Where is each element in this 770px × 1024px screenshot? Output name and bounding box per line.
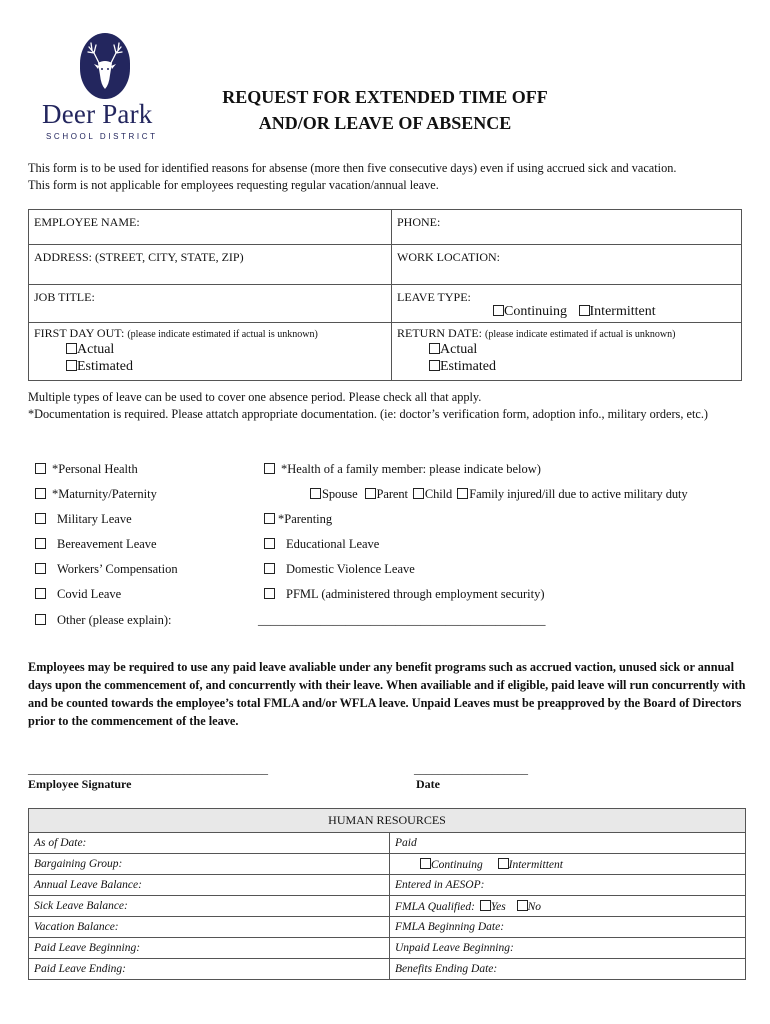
hr-vacation-balance: Vacation Balance: bbox=[29, 917, 390, 938]
title-line-1: REQUEST FOR EXTENDED TIME OFF bbox=[222, 87, 548, 107]
spouse-label: Spouse bbox=[322, 487, 358, 501]
parent-label: Parent bbox=[376, 487, 408, 501]
hr-bargaining-group: Bargaining Group: bbox=[29, 854, 390, 875]
intro-line-2: This form is not applicable for employees requesting regular vacation/annual leave. bbox=[28, 178, 439, 192]
signature-line[interactable]: ________________________________________ bbox=[28, 762, 268, 776]
instructions-line-1: Multiple types of leave can be used to cover one absence period. Please check all that apply. bbox=[28, 390, 482, 404]
form-title bbox=[190, 84, 580, 136]
hr-sick-leave-balance: Sick Leave Balance: bbox=[29, 896, 390, 917]
phone-field[interactable] bbox=[392, 210, 742, 245]
date-line[interactable]: ___________________ bbox=[414, 762, 528, 776]
title-line-2: AND/OR LEAVE OF ABSENCE bbox=[258, 113, 512, 133]
logo-subtitle: SCHOOL DISTRICT bbox=[46, 132, 158, 141]
child-checkbox[interactable] bbox=[413, 488, 424, 499]
hr-intermittent-label: Intermittent bbox=[508, 858, 563, 871]
domestic-violence-option[interactable] bbox=[264, 562, 415, 577]
address-label: ADDRESS: (STREET, CITY, STATE, ZIP) bbox=[34, 250, 244, 264]
spouse-checkbox[interactable] bbox=[310, 488, 321, 499]
educational-option[interactable] bbox=[264, 537, 379, 552]
personal-health-option[interactable] bbox=[35, 462, 138, 477]
family-military-checkbox[interactable] bbox=[457, 488, 468, 499]
hr-fmla-yes-checkbox[interactable] bbox=[480, 900, 491, 911]
family-health-checkbox[interactable] bbox=[264, 463, 275, 474]
human-resources-table bbox=[28, 808, 746, 980]
employee-name-field[interactable] bbox=[29, 210, 392, 245]
educational-checkbox[interactable] bbox=[264, 538, 275, 549]
return-actual-label: Actual bbox=[440, 342, 478, 357]
hr-intermittent-checkbox[interactable] bbox=[498, 858, 509, 869]
maternity-option[interactable] bbox=[35, 487, 157, 502]
hr-header: HUMAN RESOURCES bbox=[29, 809, 746, 833]
hr-unpaid-leave-beginning: Unpaid Leave Beginning: bbox=[390, 938, 746, 959]
hr-continuing-checkbox[interactable] bbox=[420, 858, 431, 869]
other-option[interactable] bbox=[35, 613, 172, 628]
return-date-label: RETURN DATE: bbox=[397, 326, 482, 340]
military-checkbox[interactable] bbox=[35, 513, 46, 524]
child-label: Child bbox=[424, 487, 453, 501]
bereavement-checkbox[interactable] bbox=[35, 538, 46, 549]
paid-leave-notice: Employees may be required to use any paid leave avaliable under any benefit programs such as accrued vaction, unused sick or annual days upon the commencement of, and concurrently with their leave. When availiable and if eligible, paid leave will run concurrently with and be counted towards the employee’s total FMLA and/or WFLA leave. Unpaid Leaves must be preapproved by the Board of Directors prior to the commencement of the leave. bbox=[28, 660, 746, 728]
leave-type-continuing-label: Continuing bbox=[504, 304, 568, 319]
family-member-options bbox=[310, 487, 688, 502]
first-day-note: (please indicate estimated if actual is unknown) bbox=[127, 329, 318, 340]
hr-entered-aesop: Entered in AESOP: bbox=[390, 875, 746, 896]
parenting-checkbox[interactable] bbox=[264, 513, 275, 524]
bereavement-option[interactable] bbox=[35, 537, 157, 552]
deer-head-icon bbox=[80, 33, 130, 99]
first-day-out-field bbox=[29, 323, 392, 381]
other-explain-line[interactable]: ______________________________________________ bbox=[258, 613, 546, 627]
other-checkbox[interactable] bbox=[35, 614, 46, 625]
job-title-label: JOB TITLE: bbox=[34, 290, 95, 304]
first-day-estimated-label: Estimated bbox=[77, 359, 133, 374]
employee-name-label: EMPLOYEE NAME: bbox=[34, 215, 140, 229]
hr-paid-leave-beginning: Paid Leave Beginning: bbox=[29, 938, 390, 959]
other-label: Other (please explain): bbox=[57, 613, 172, 627]
date-label: Date bbox=[416, 777, 440, 791]
return-date-field bbox=[392, 323, 742, 381]
personal-health-label: *Personal Health bbox=[52, 462, 138, 476]
parenting-label: *Parenting bbox=[278, 512, 333, 526]
employee-info-table bbox=[28, 209, 742, 381]
intro-line-1: This form is to be used for identified reasons for absense (more then five consecutive days) even if using accrued sick and vacation. bbox=[28, 161, 677, 175]
first-day-actual-checkbox[interactable] bbox=[66, 343, 77, 354]
bereavement-label: Bereavement Leave bbox=[57, 537, 157, 551]
deer-logo-emblem bbox=[80, 33, 130, 99]
hr-fmla-yes-label: Yes bbox=[490, 900, 506, 913]
pfml-label: PFML (administered through employment security) bbox=[286, 587, 545, 601]
leave-type-label: LEAVE TYPE: bbox=[397, 290, 471, 304]
leave-type-continuing-checkbox[interactable] bbox=[493, 305, 504, 316]
workers-comp-option[interactable] bbox=[35, 562, 178, 577]
intro-text bbox=[28, 160, 676, 194]
hr-annual-leave-balance: Annual Leave Balance: bbox=[29, 875, 390, 896]
hr-fmla-no-label: No bbox=[527, 900, 542, 913]
first-day-estimated-checkbox[interactable] bbox=[66, 360, 77, 371]
workers-comp-label: Workers’ Compensation bbox=[57, 562, 178, 576]
return-date-note: (please indicate estimated if actual is unknown) bbox=[485, 329, 676, 340]
logo-name: Deer Park bbox=[42, 99, 153, 129]
pfml-checkbox[interactable] bbox=[264, 588, 275, 599]
hr-fmla-no-checkbox[interactable] bbox=[517, 900, 528, 911]
hr-paid-leave-ending: Paid Leave Ending: bbox=[29, 959, 390, 980]
first-day-actual-label: Actual bbox=[77, 342, 115, 357]
leave-type-intermittent-label: Intermittent bbox=[589, 304, 656, 319]
domestic-violence-label: Domestic Violence Leave bbox=[286, 562, 415, 576]
phone-label: PHONE: bbox=[397, 215, 441, 229]
hr-benefits-ending-date: Benefits Ending Date: bbox=[390, 959, 746, 980]
address-field[interactable] bbox=[29, 245, 392, 285]
employee-signature-label: Employee Signature bbox=[28, 777, 132, 791]
return-estimated-checkbox[interactable] bbox=[429, 360, 440, 371]
family-health-label: *Health of a family member: please indicate below) bbox=[281, 462, 541, 476]
covid-option[interactable] bbox=[35, 587, 121, 602]
hr-as-of-date: As of Date: bbox=[29, 833, 390, 854]
instructions-text bbox=[28, 389, 748, 423]
hr-paid: Paid bbox=[390, 833, 746, 854]
job-title-field[interactable] bbox=[29, 285, 392, 323]
return-actual-checkbox[interactable] bbox=[429, 343, 440, 354]
covid-label: Covid Leave bbox=[57, 587, 122, 601]
family-health-option[interactable] bbox=[264, 462, 541, 477]
personal-health-checkbox[interactable] bbox=[35, 463, 46, 474]
domestic-violence-checkbox[interactable] bbox=[264, 563, 275, 574]
hr-fmla-qualified bbox=[390, 896, 746, 917]
workers-comp-checkbox[interactable] bbox=[35, 563, 46, 574]
first-day-label: FIRST DAY OUT: bbox=[34, 326, 125, 340]
maternity-checkbox[interactable] bbox=[35, 488, 46, 499]
military-label: Military Leave bbox=[57, 512, 132, 526]
family-military-label: Family injured/ill due to active military duty bbox=[469, 487, 688, 501]
pfml-option[interactable] bbox=[264, 587, 545, 602]
hr-paid-type bbox=[390, 854, 746, 875]
military-option[interactable] bbox=[35, 512, 132, 527]
instructions-line-2: *Documentation is required. Please attatch appropriate documentation. (ie: doctor’s verification form, adoption info., military orders, etc.) bbox=[28, 407, 708, 421]
covid-checkbox[interactable] bbox=[35, 588, 46, 599]
hr-fmla-qualified-label: FMLA Qualified: bbox=[395, 900, 475, 913]
return-estimated-label: Estimated bbox=[440, 359, 496, 374]
leave-type-field bbox=[392, 285, 742, 323]
work-location-label: WORK LOCATION: bbox=[397, 250, 500, 264]
work-location-field[interactable] bbox=[392, 245, 742, 285]
parent-checkbox[interactable] bbox=[365, 488, 376, 499]
educational-label: Educational Leave bbox=[286, 537, 380, 551]
leave-type-intermittent-checkbox[interactable] bbox=[579, 305, 590, 316]
hr-fmla-beginning-date: FMLA Beginning Date: bbox=[390, 917, 746, 938]
hr-continuing-label: Continuing bbox=[431, 858, 483, 871]
maternity-label: *Maturnity/Paternity bbox=[52, 487, 157, 501]
parenting-option[interactable] bbox=[264, 512, 332, 527]
